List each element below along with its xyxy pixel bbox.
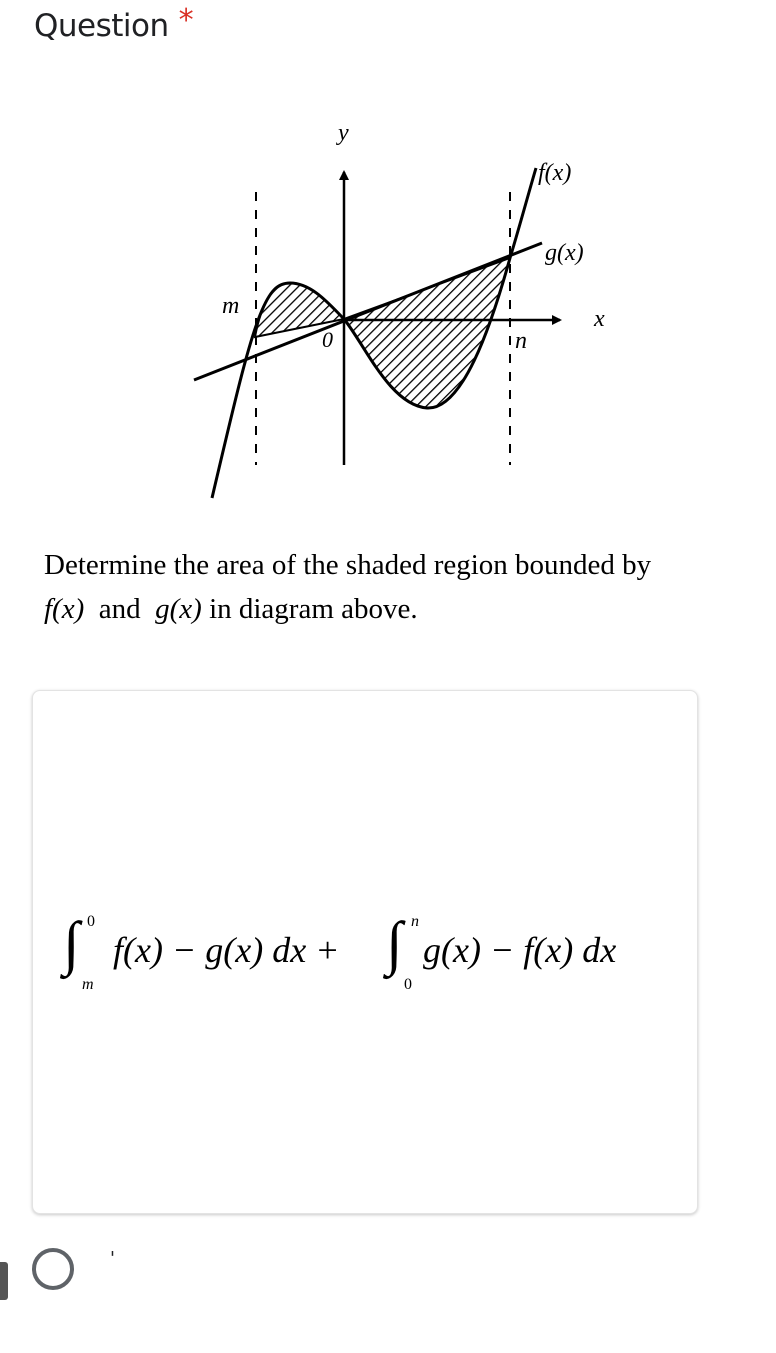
f-label: f(x) (538, 160, 572, 186)
option-formula (33, 691, 697, 1213)
m-label: m (222, 293, 240, 319)
option-row[interactable] (0, 1240, 776, 1300)
question-line-2-rest: in diagram above. (209, 593, 418, 625)
question-line-1: Determine the area of the shaded region bounded by (44, 549, 652, 581)
integral-sign-1: ∫ (63, 910, 80, 976)
f-expression: f(x) (44, 593, 85, 625)
integral-1-body: f(x) − g(x) dx + (113, 930, 340, 970)
and-word: and (98, 593, 141, 625)
focus-indicator-bar (0, 1262, 8, 1300)
y-axis-label: y (338, 120, 349, 146)
question-line-2 (44, 587, 764, 631)
question-title-text: Question (34, 8, 169, 44)
option-image-card[interactable] (32, 690, 698, 1214)
option-label[interactable]: ' (110, 1248, 115, 1269)
g-expression: g(x) (155, 593, 202, 625)
question-prompt (44, 543, 764, 631)
integral-1-upper: 0 (87, 913, 95, 930)
origin-label: 0 (322, 327, 333, 352)
integral-2-lower: 0 (404, 976, 412, 993)
g-label: g(x) (545, 240, 584, 266)
n-label: n (515, 328, 527, 354)
question-diagram (0, 0, 776, 520)
integral-2-body: g(x) − f(x) dx (423, 930, 617, 970)
integral-2-upper: n (411, 913, 419, 930)
required-asterisk: * (178, 3, 194, 38)
radio-button[interactable] (32, 1248, 74, 1290)
integral-sign-2: ∫ (386, 910, 403, 976)
x-axis-label: x (594, 306, 605, 332)
integral-1-lower: m (82, 976, 94, 993)
